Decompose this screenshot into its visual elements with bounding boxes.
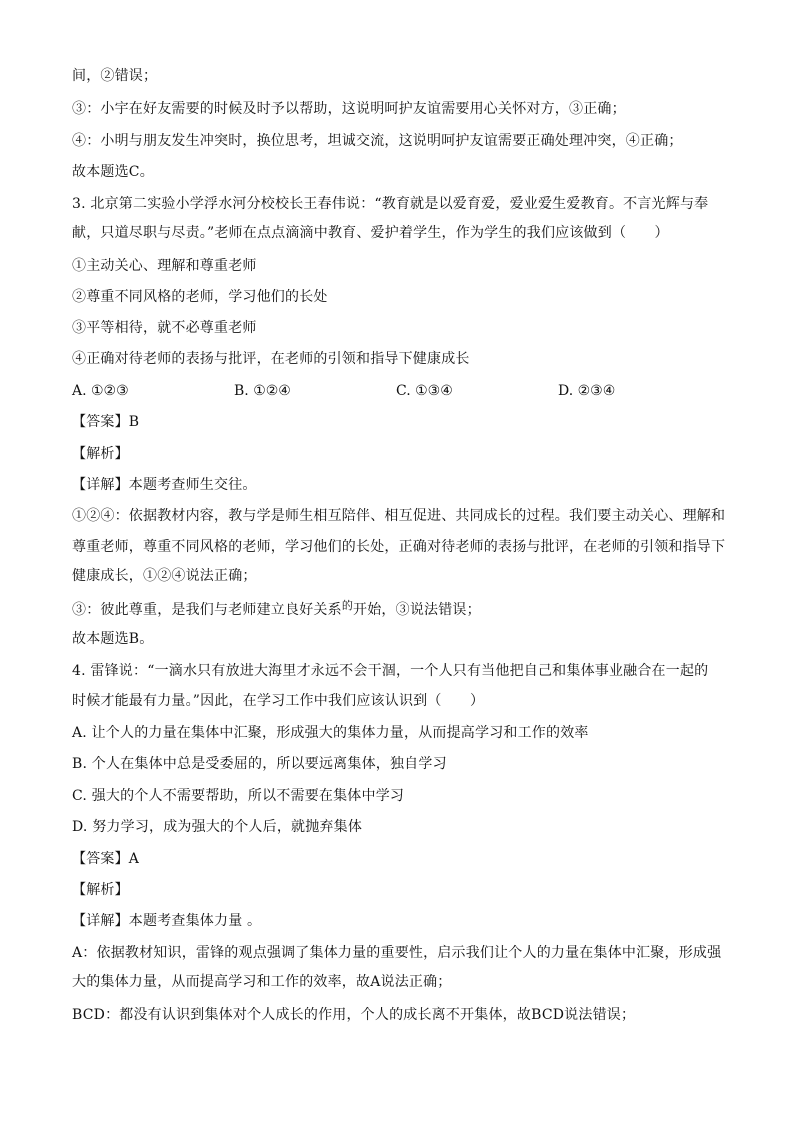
analysis-label: 【解析】: [72, 446, 129, 462]
option-c: C. 强大的个人不需要帮助，所以不需要在集体中学习: [72, 788, 405, 804]
text-line: ④：小明与朋友发生冲突时，换位思考，坦诚交流，这说明呵护友谊需要正确处理冲突，④正确；: [72, 133, 683, 149]
question-3-statement: ④正确对待老师的表扬与批评，在老师的引领和指导下健康成长: [72, 351, 470, 367]
text-segment: ③：彼此尊重，是我们与老师建立良好关系: [72, 602, 342, 618]
detail-line: 【详解】本题考查集体力量 。: [72, 913, 262, 929]
detail-line: 【详解】本题考查师生交往。: [72, 477, 257, 493]
text-line: 故本题选C。: [72, 164, 154, 180]
text-line: 尊重老师，尊重不同风格的老师，学习他们的长处，正确对待老师的表扬与批评，在老师的引领和指导下: [72, 539, 726, 555]
superscript-char: 的: [341, 599, 354, 612]
question-3-statement: ①主动关心、理解和尊重老师: [72, 258, 257, 274]
question-3-options: [72, 381, 722, 401]
text-line: 大的集体力量，从而提高学习和工作的效率，故A说法正确；: [72, 974, 452, 990]
question-3-statement: ②尊重不同风格的老师，学习他们的长处: [72, 289, 328, 305]
text-line: ①②④：依据教材内容，教与学是师生相互陪伴、相互促进、共同成长的过程。我们要主动关心、理解和: [72, 508, 726, 524]
option-d: D. 努力学习，成为强大的个人后，就抛弃集体: [72, 819, 363, 835]
option-a: A. 让个人的力量在集体中汇聚，形成强大的集体力量，从而提高学习和工作的效率: [72, 725, 589, 741]
text-line: 间，②错误；: [72, 68, 158, 84]
option-b: B. ①②④: [234, 383, 291, 399]
answer-label: 【答案】A: [72, 851, 140, 867]
question-3-statement: ③平等相待，就不必尊重老师: [72, 320, 257, 336]
question-3-stem: 3. 北京第二实验小学浮水河分校校长王春伟说：“教育就是以爱育爱，爱业爱生爱教育。不言光辉与奉: [72, 196, 709, 212]
question-4-stem: 时候才能最有力量。”因此，在学习工作中我们应该认识到（ ）: [72, 693, 485, 709]
option-b: B. 个人在集体中总是受委屈的，所以要远离集体，独自学习: [72, 756, 447, 772]
question-4-stem: 4. 雷锋说：“一滴水只有放进大海里才永远不会干涸，一个人只有当他把自己和集体事业融合在一起的: [72, 663, 709, 679]
option-d: D. ②③④: [558, 383, 616, 399]
option-c: C. ①③④: [396, 383, 453, 399]
text-line: 故本题选B。: [72, 631, 154, 647]
text-line: ③：小宇在好友需要的时候及时予以帮助，这说明呵护友谊需要用心关怀对方，③正确；: [72, 101, 626, 117]
text-line: 健康成长，①②④说法正确；: [72, 568, 257, 584]
text-segment: 开始，③说法错误；: [353, 602, 481, 618]
text-line: BCD：都没有认识到集体对个人成长的作用，个人的成长离不开集体，故BCD说法错误；: [72, 1007, 636, 1023]
question-3-stem: 献，只道尽职与尽责。”老师在点点滴滴中教育、爱护着学生，作为学生的我们应该做到（ ）: [72, 225, 669, 241]
text-line: A：依据教材知识，雷锋的观点强调了集体力量的重要性，启示我们让个人的力量在集体中汇聚，形成强: [72, 945, 722, 961]
option-a: A. ①②③: [72, 383, 129, 399]
analysis-label: 【解析】: [72, 882, 129, 898]
text-line: [72, 600, 722, 621]
answer-label: 【答案】B: [72, 414, 140, 430]
